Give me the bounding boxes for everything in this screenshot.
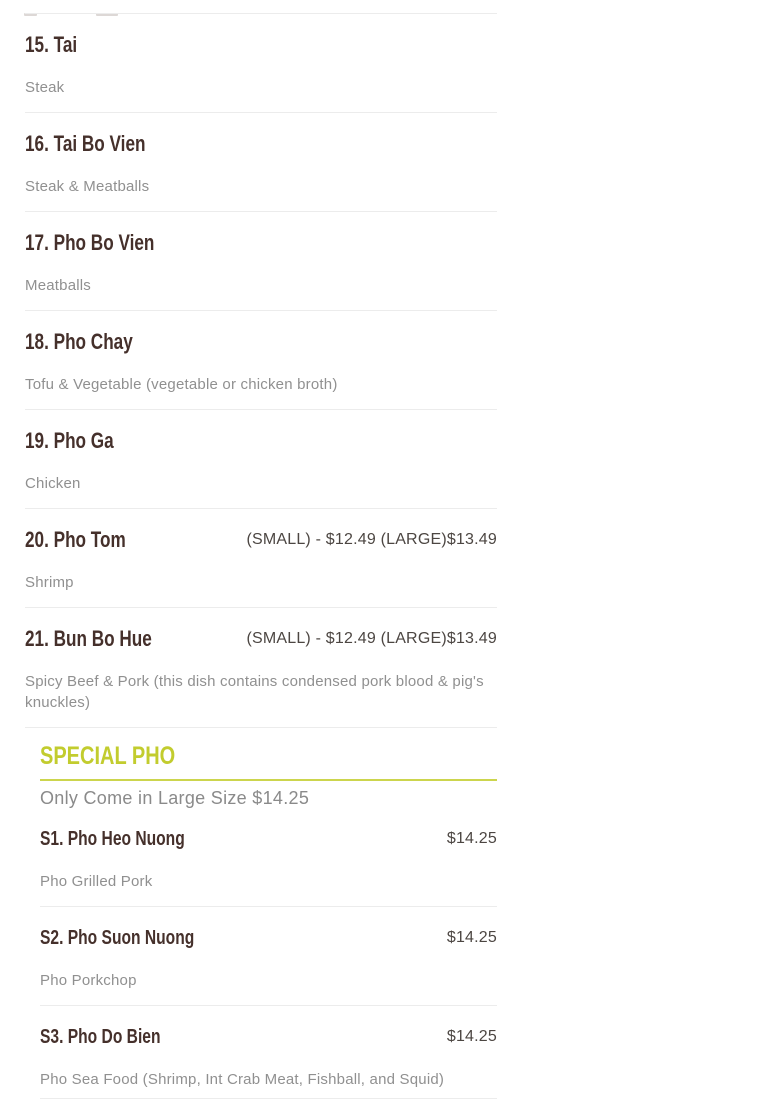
menu-item-description: Steak — [25, 79, 65, 96]
menu-item-name: 15. Tai — [25, 32, 78, 57]
menu-item-name: 17. Pho Bo Vien — [25, 230, 155, 255]
menu-item-description: Spicy Beef & Pork (this dish contains condensed pork blood & pig's knuckles) — [25, 673, 484, 711]
menu-item-row — [25, 628, 497, 650]
menu-item-row — [25, 232, 497, 254]
menu-item-description: Shrimp — [25, 574, 74, 591]
menu-item-description: Meatballs — [25, 277, 91, 294]
menu-item — [25, 410, 497, 509]
menu-item-description: Pho Grilled Pork — [40, 873, 153, 890]
menu-item-name: S2. Pho Suon Nuong — [40, 927, 195, 949]
menu-item-description: Chicken — [25, 475, 81, 492]
menu-item-description: Tofu & Vegetable (vegetable or chicken broth) — [25, 376, 338, 393]
menu-item-price: $14.25 — [446, 1028, 497, 1045]
menu-item-name: 20. Pho Tom — [25, 527, 126, 552]
special-pho-section — [40, 728, 497, 1099]
menu-item — [40, 907, 497, 1006]
menu-item-name: 21. Bun Bo Hue — [25, 626, 152, 651]
menu-item — [25, 311, 497, 410]
menu-item-description: Steak & Meatballs — [25, 178, 150, 195]
menu-page — [0, 13, 770, 1102]
menu-item-row — [40, 927, 497, 949]
menu-item-row — [25, 529, 497, 551]
menu-item-row — [40, 1026, 497, 1048]
menu-item-name: 18. Pho Chay — [25, 329, 133, 354]
menu-item-row — [25, 331, 497, 353]
menu-item-row — [25, 430, 497, 452]
menu-item — [40, 808, 497, 907]
menu-item-row — [25, 133, 497, 155]
menu-item — [25, 608, 497, 728]
menu-item-description: Pho Sea Food (Shrimp, Int Crab Meat, Fishball, and Squid) — [40, 1071, 445, 1088]
menu-item — [25, 113, 497, 212]
menu-item-name: S1. Pho Heo Nuong — [40, 828, 185, 850]
menu-item-row — [25, 34, 497, 56]
menu-item-price: (SMALL) - $12.49 (LARGE)$13.49 — [246, 531, 497, 548]
menu-item — [25, 212, 497, 311]
menu-item-price: $14.25 — [446, 830, 497, 847]
menu-item — [40, 1006, 497, 1099]
menu-item-name: S3. Pho Do Bien — [40, 1026, 161, 1048]
menu-item — [25, 509, 497, 608]
menu-item-name: 16. Tai Bo Vien — [25, 131, 146, 156]
special-section-title: SPECIAL PHO — [40, 742, 176, 770]
menu-item-price: $14.25 — [446, 929, 497, 946]
special-section-underline — [40, 779, 497, 781]
pho-menu-list — [25, 13, 497, 1099]
special-section-note: Only Come in Large Size $14.25 — [40, 788, 310, 808]
menu-item-price: (SMALL) - $12.49 (LARGE)$13.49 — [246, 630, 497, 647]
menu-item-row — [40, 828, 497, 850]
divider — [40, 1098, 497, 1099]
menu-item-description: Pho Porkchop — [40, 972, 137, 989]
menu-item-name: 19. Pho Ga — [25, 428, 114, 453]
menu-item — [25, 14, 497, 113]
